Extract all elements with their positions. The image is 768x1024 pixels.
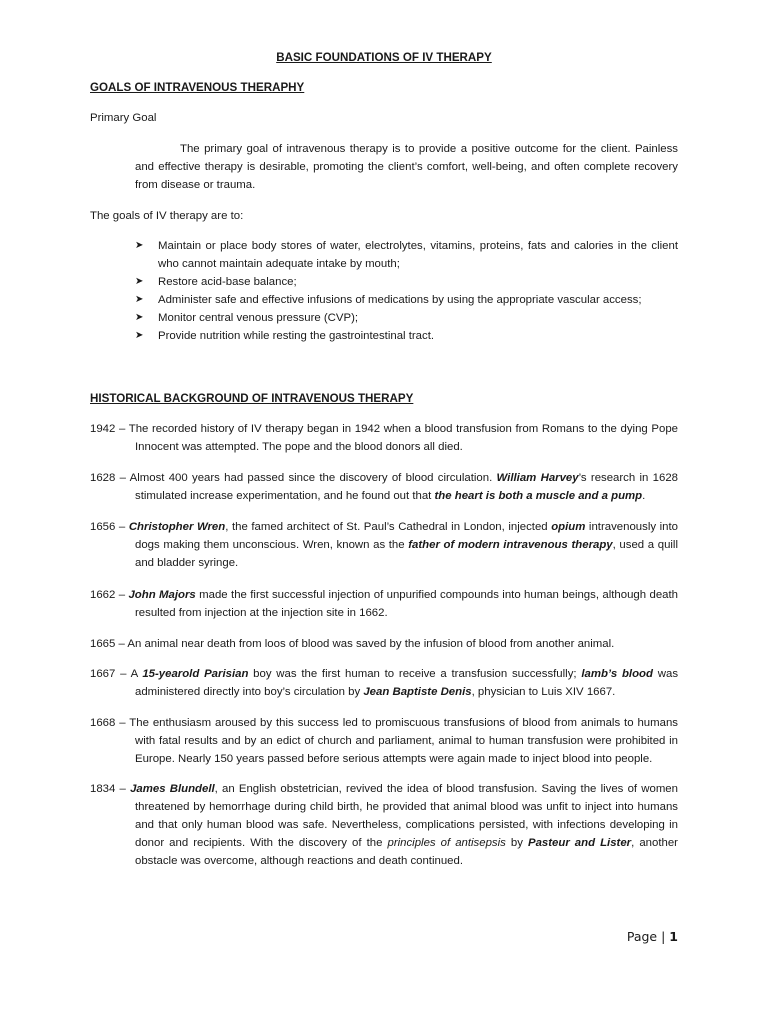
goals-heading: GOALS OF INTRAVENOUS THERAPHY: [90, 81, 305, 94]
list-item: ➤ Maintain or place body stores of water, electrolytes, vitamins, proteins, fats and calories in the client who cannot maintain adequate intake by mouth;: [90, 237, 678, 273]
page-separator: |: [661, 929, 666, 944]
history-entry-1628: 1628 – Almost 400 years had passed since the discovery of blood circulation. William Harvey’s research in 1628 stimulated increase experimentation, and he found out that the heart is both a muscle and a pump.: [90, 472, 678, 502]
page-label: Page: [626, 929, 658, 944]
goals-list: [90, 237, 678, 345]
history-entry-1665: 1665 – An animal near death from loos of blood was saved by the infusion of blood from another animal.: [90, 638, 615, 650]
history-entry-1942: 1942 – The recorded history of IV therapy began in 1942 when a blood transfusion from Romans to the dying Pope Innocent was attempted. The pope and the blood donors all died.: [90, 423, 678, 453]
list-item: ➤ Restore acid-base balance;: [90, 273, 678, 291]
history-entry-1668: 1668 – The enthusiasm aroused by this success led to promiscuous transfusions of blood from animals to humans with fatal results and by an edict of church and parliament, animal to human transfusion were prohibited in Europe. Nearly 150 years passed before serious attempts were again made to inject blood into people.: [90, 717, 678, 765]
history-entry-1662: 1662 – John Majors made the first successful injection of unpurified compounds into human beings, although death resulted from injection at the injection site in 1662.: [90, 589, 678, 619]
history-entry-1667: 1667 – A 15-yearold Parisian boy was the first human to receive a transfusion successfully; lamb’s blood was administered directly into boy’s circulation by Jean Baptiste Denis, physician to Luis XIV 1667.: [90, 668, 679, 698]
arrow-bullet-icon: ➤: [135, 294, 144, 305]
document-title: BASIC FOUNDATIONS OF IV THERAPY: [276, 51, 492, 64]
arrow-bullet-icon: ➤: [135, 312, 144, 323]
arrow-bullet-icon: ➤: [135, 330, 144, 341]
list-item: ➤ Provide nutrition while resting the gastrointestinal tract.: [90, 327, 678, 345]
primary-goal-label: Primary Goal: [90, 112, 157, 124]
goals-intro: The goals of IV therapy are to:: [90, 210, 244, 222]
document-page: [90, 0, 678, 1024]
history-entry-1834: 1834 – James Blundell, an English obstetrician, revived the idea of blood transfusion. Saving the lives of women threatened by hemorrhage during child birth, he provided that animal blood was unfit to inject into humans and that only human blood was safe. Nevertheless, complications persisted, with infections developing in donor and recipients. With the discovery of the principles of antisepsis by Pasteur and Lister, another obstacle was overcome, although reactions and death continued.: [90, 783, 678, 867]
arrow-bullet-icon: ➤: [135, 276, 144, 287]
page-number: 1: [669, 929, 678, 944]
primary-goal-text: The primary goal of intravenous therapy is to provide a positive outcome for the client. Painless and effective therapy is desirable, promoting the client’s comfort, well-being, and often complete recovery from disease or trauma.: [135, 143, 678, 191]
list-item: ➤ Administer safe and effective infusions of medications by using the appropriate vascular access;: [90, 291, 678, 309]
history-heading: HISTORICAL BACKGROUND OF INTRAVENOUS THERAPY: [90, 392, 414, 405]
arrow-bullet-icon: ➤: [135, 240, 144, 251]
page-footer: [627, 928, 678, 946]
history-entry-1656: 1656 – Christopher Wren, the famed architect of St. Paul’s Cathedral in London, injected opium intravenously into dogs making them unconscious. Wren, known as the father of modern intravenous therapy, used a quill and bladder syringe.: [90, 521, 678, 569]
primary-goal-paragraph: [135, 140, 678, 194]
list-item: ➤ Monitor central venous pressure (CVP);: [90, 309, 678, 327]
